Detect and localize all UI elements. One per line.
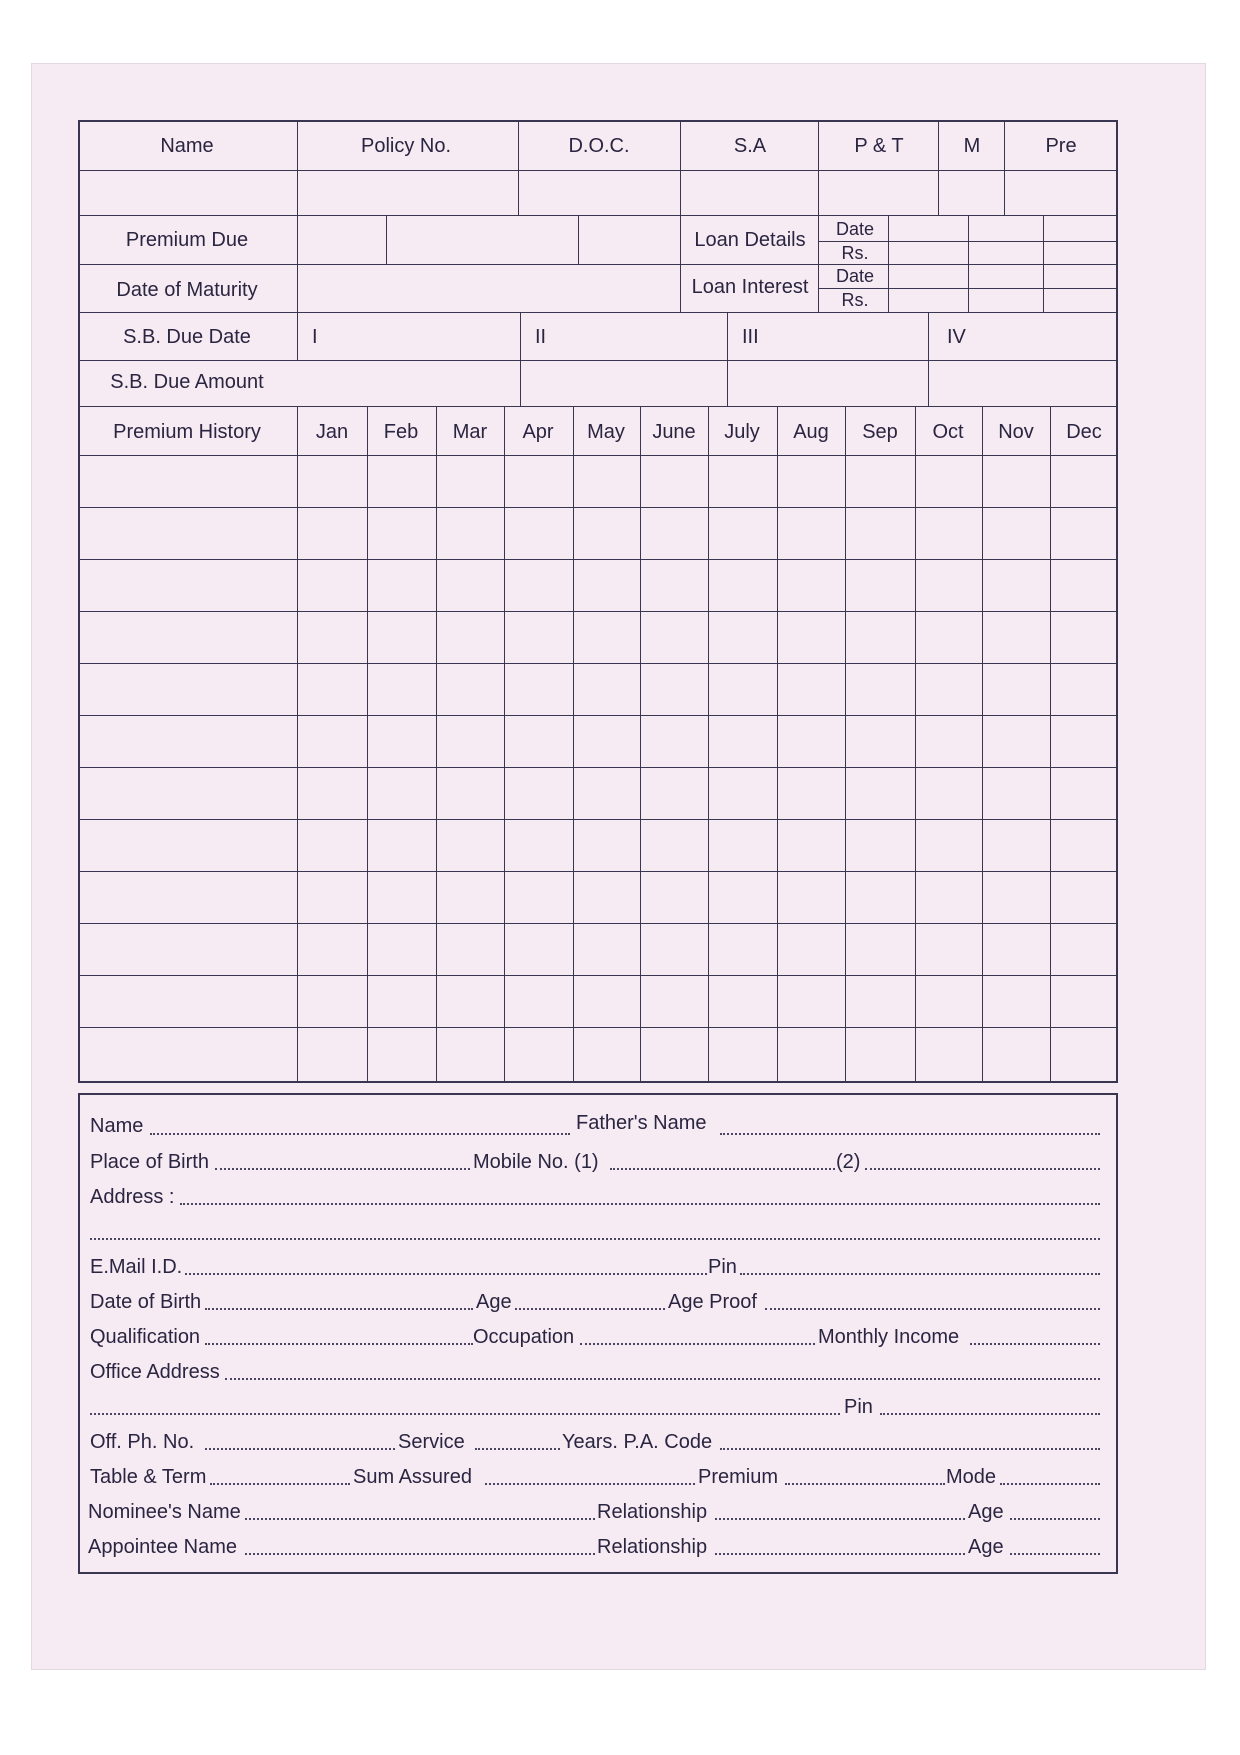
- month-july: July: [724, 421, 760, 443]
- sb-due-amount-label: S.B. Due Amount: [110, 371, 264, 393]
- age-proof-label: Age Proof: [668, 1291, 757, 1313]
- sb-due-date-label: S.B. Due Date: [123, 326, 251, 348]
- sum-assured-label: Sum Assured: [353, 1466, 472, 1488]
- appointee-relationship-label: Relationship: [597, 1536, 708, 1558]
- header-doc: D.O.C.: [568, 135, 630, 157]
- place-of-birth-label: Place of Birth: [90, 1151, 209, 1173]
- month-apr: Apr: [522, 421, 554, 443]
- qualification-label: Qualification: [90, 1326, 201, 1348]
- loan-interest-date-label: Date: [835, 266, 875, 286]
- occupation-label: Occupation: [473, 1326, 575, 1348]
- off-ph-no-label: Off. Ph. No.: [90, 1431, 195, 1453]
- month-nov: Nov: [998, 421, 1034, 443]
- office-pin-label: Pin: [844, 1396, 873, 1418]
- header-name: Name: [160, 135, 214, 157]
- sb-column-2: II: [535, 326, 547, 348]
- month-june: June: [652, 421, 696, 443]
- age-label: Age: [476, 1291, 512, 1313]
- nominees-name-label: Nominee's Name: [88, 1501, 241, 1523]
- loan-details-rs-label: Rs.: [841, 243, 869, 263]
- fathers-name-label: Father's Name: [576, 1112, 707, 1134]
- appointee-age-label: Age: [968, 1536, 1004, 1558]
- premium-label: Premium: [698, 1466, 779, 1488]
- appointee-name-label: Appointee Name: [88, 1536, 237, 1558]
- email-label: E.Mail I.D.: [90, 1256, 183, 1278]
- loan-details-label: Loan Details: [694, 229, 806, 251]
- sb-column-1: I: [312, 326, 318, 348]
- name-label: Name: [90, 1115, 144, 1137]
- header-policy-no: Policy No.: [360, 135, 452, 157]
- header-pre: Pre: [1045, 135, 1077, 157]
- header-pt: P & T: [854, 135, 904, 157]
- mode-label: Mode: [946, 1466, 997, 1488]
- premium-due-label: Premium Due: [125, 229, 249, 251]
- monthly-income-label: Monthly Income: [818, 1326, 960, 1348]
- month-oct: Oct: [932, 421, 964, 443]
- mobile-no-2-label: (2): [836, 1151, 861, 1173]
- month-feb: Feb: [383, 421, 419, 443]
- address-label: Address :: [90, 1186, 175, 1208]
- nominee-age-label: Age: [968, 1501, 1004, 1523]
- month-mar: Mar: [452, 421, 488, 443]
- date-of-maturity-label: Date of Maturity: [116, 279, 258, 301]
- header-sa: S.A: [733, 135, 767, 157]
- loan-details-date-label: Date: [835, 219, 875, 239]
- month-dec: Dec: [1066, 421, 1102, 443]
- mobile-no-1-label: Mobile No. (1): [473, 1151, 599, 1173]
- sb-column-3: III: [742, 326, 759, 348]
- nominee-relationship-label: Relationship: [597, 1501, 708, 1523]
- loan-interest-rs-label: Rs.: [841, 290, 869, 310]
- office-address-label: Office Address: [90, 1361, 220, 1383]
- month-sep: Sep: [862, 421, 898, 443]
- sb-column-4: IV: [947, 326, 966, 348]
- month-may: May: [587, 421, 625, 443]
- pin-label: Pin: [708, 1256, 737, 1278]
- service-label: Service: [398, 1431, 465, 1453]
- premium-history-label: Premium History: [113, 421, 261, 443]
- header-m: M: [963, 135, 981, 157]
- years-pa-code-label: Years. P.A. Code: [562, 1431, 713, 1453]
- date-of-birth-label: Date of Birth: [90, 1291, 202, 1313]
- month-aug: Aug: [793, 421, 829, 443]
- table-term-label: Table & Term: [90, 1466, 207, 1488]
- month-jan: Jan: [315, 421, 349, 443]
- loan-interest-label: Loan Interest: [691, 276, 809, 298]
